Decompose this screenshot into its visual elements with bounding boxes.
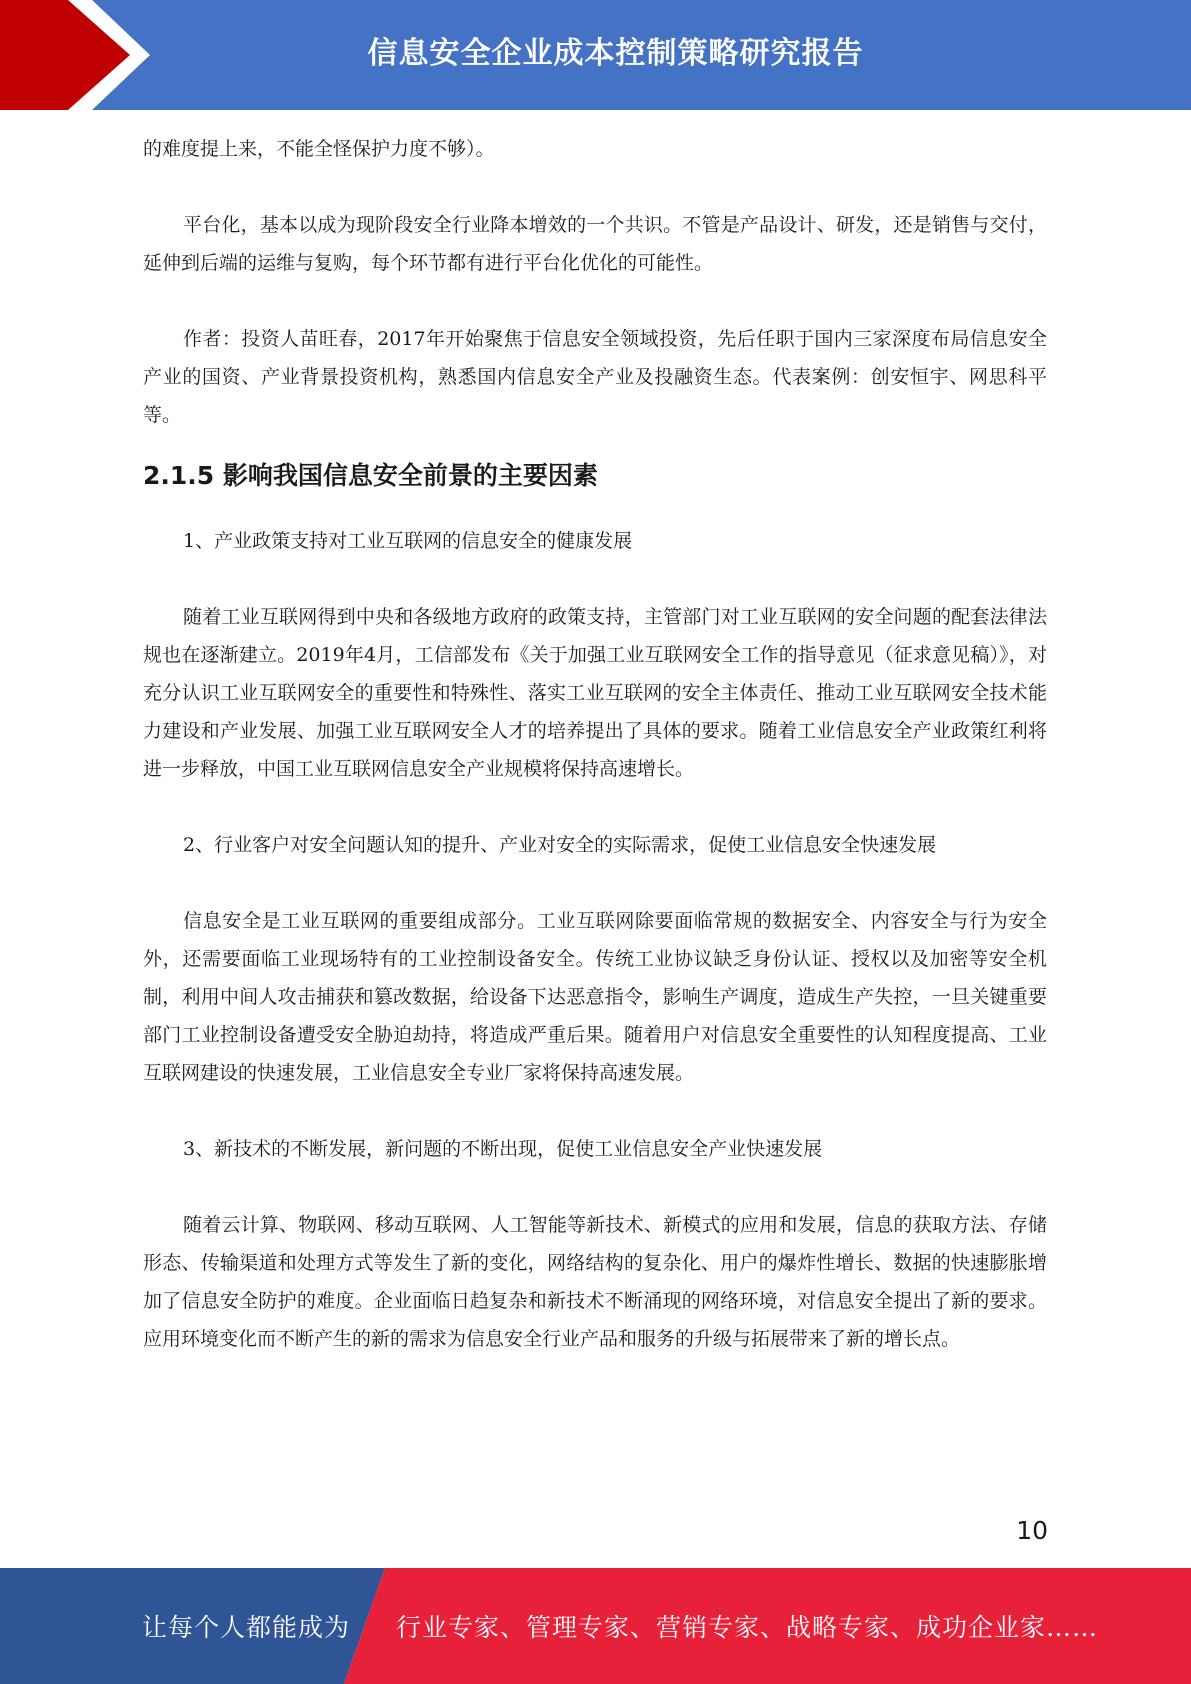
paragraph-continuation: 的难度提上来，不能全怪保护力度不够）。 [143, 138, 495, 160]
point-3-body: 随着云计算、物联网、移动互联网、人工智能等新技术、新模式的应用和发展，信息的获取方法、存储形态、传输渠道和处理方式等发生了新的变化，网络结构的复杂化、用户的爆炸性增长、数据的快速膨胀增加了信息安全防护的难度。企业面临日趋复杂和新技术不断涌现的网络环境，对信息安全提出了新的要求。应用环境变化而不断产生的新的需求为信息安全行业产品和服务的升级与拓展带来了新的增长点。 [143, 1214, 1047, 1350]
point-2-body: 信息安全是工业互联网的重要组成部分。工业互联网除要面临常规的数据安全、内容安全与行为安全外，还需要面临工业现场特有的工业控制设备安全。传统工业协议缺乏身份认证、授权以及加密等安全机制，利用中间人攻击捕获和篡改数据，给设备下达恶意指令，影响生产调度，造成生产失控，一旦关键重要部门工业控制设备遭受安全胁迫劫持，将造成严重后果。随着用户对信息安全重要性的认知程度提高、工业互联网建设的快速发展，工业信息安全专业厂家将保持高速发展。 [143, 910, 1047, 1084]
paragraph-author: 作者：投资人苗旺春，2017年开始聚焦于信息安全领域投资，先后任职于国内三家深度布局信息安全产业的国资、产业背景投资机构，熟悉国内信息安全产业及投融资生态。代表案例：创安恒宇、网思科平等。 [143, 328, 1047, 426]
point-2-title: 2、行业客户对安全问题认知的提升、产业对安全的实际需求，促使工业信息安全快速发展 [183, 834, 937, 856]
footer-slogan-left: 让每个人都能成为 [142, 1613, 351, 1642]
point-1-title: 1、产业政策支持对工业互联网的信息安全的健康发展 [183, 530, 633, 552]
section-heading: 2.1.5 影响我国信息安全前景的主要因素 [143, 461, 598, 490]
page-header [0, 0, 1191, 110]
point-1-body: 随着工业互联网得到中央和各级地方政府的政策支持，主管部门对工业互联网的安全问题的配套法律法规也在逐渐建立。2019年4月，工信部发布《关于加强工业互联网安全工作的指导意见（征求意见稿）》，对充分认识工业互联网安全的重要性和特殊性、落实工业互联网的安全主体责任、推动工业互联网安全技术能力建设和产业发展、加强工业互联网安全人才的培养提出了具体的要求。随着工业信息安全产业政策红利将进一步释放，中国工业互联网信息安全产业规模将保持高速增长。 [143, 606, 1047, 780]
footer-slogan-right: 行业专家、管理专家、营销专家、战略专家、成功企业家…… [396, 1613, 1099, 1642]
header-title: 信息安全企业成本控制策略研究报告 [367, 36, 864, 71]
page-footer [0, 1568, 1191, 1684]
point-3-title: 3、新技术的不断发展，新问题的不断出现，促使工业信息安全产业快速发展 [183, 1138, 823, 1160]
paragraph-platform: 平台化，基本以成为现阶段安全行业降本增效的一个共识。不管是产品设计、研发，还是销售与交付，延伸到后端的运维与复购，每个环节都有进行平台化优化的可能性。 [143, 214, 1047, 274]
page-number: 10 [1016, 1516, 1048, 1545]
document-body [143, 130, 1047, 1358]
